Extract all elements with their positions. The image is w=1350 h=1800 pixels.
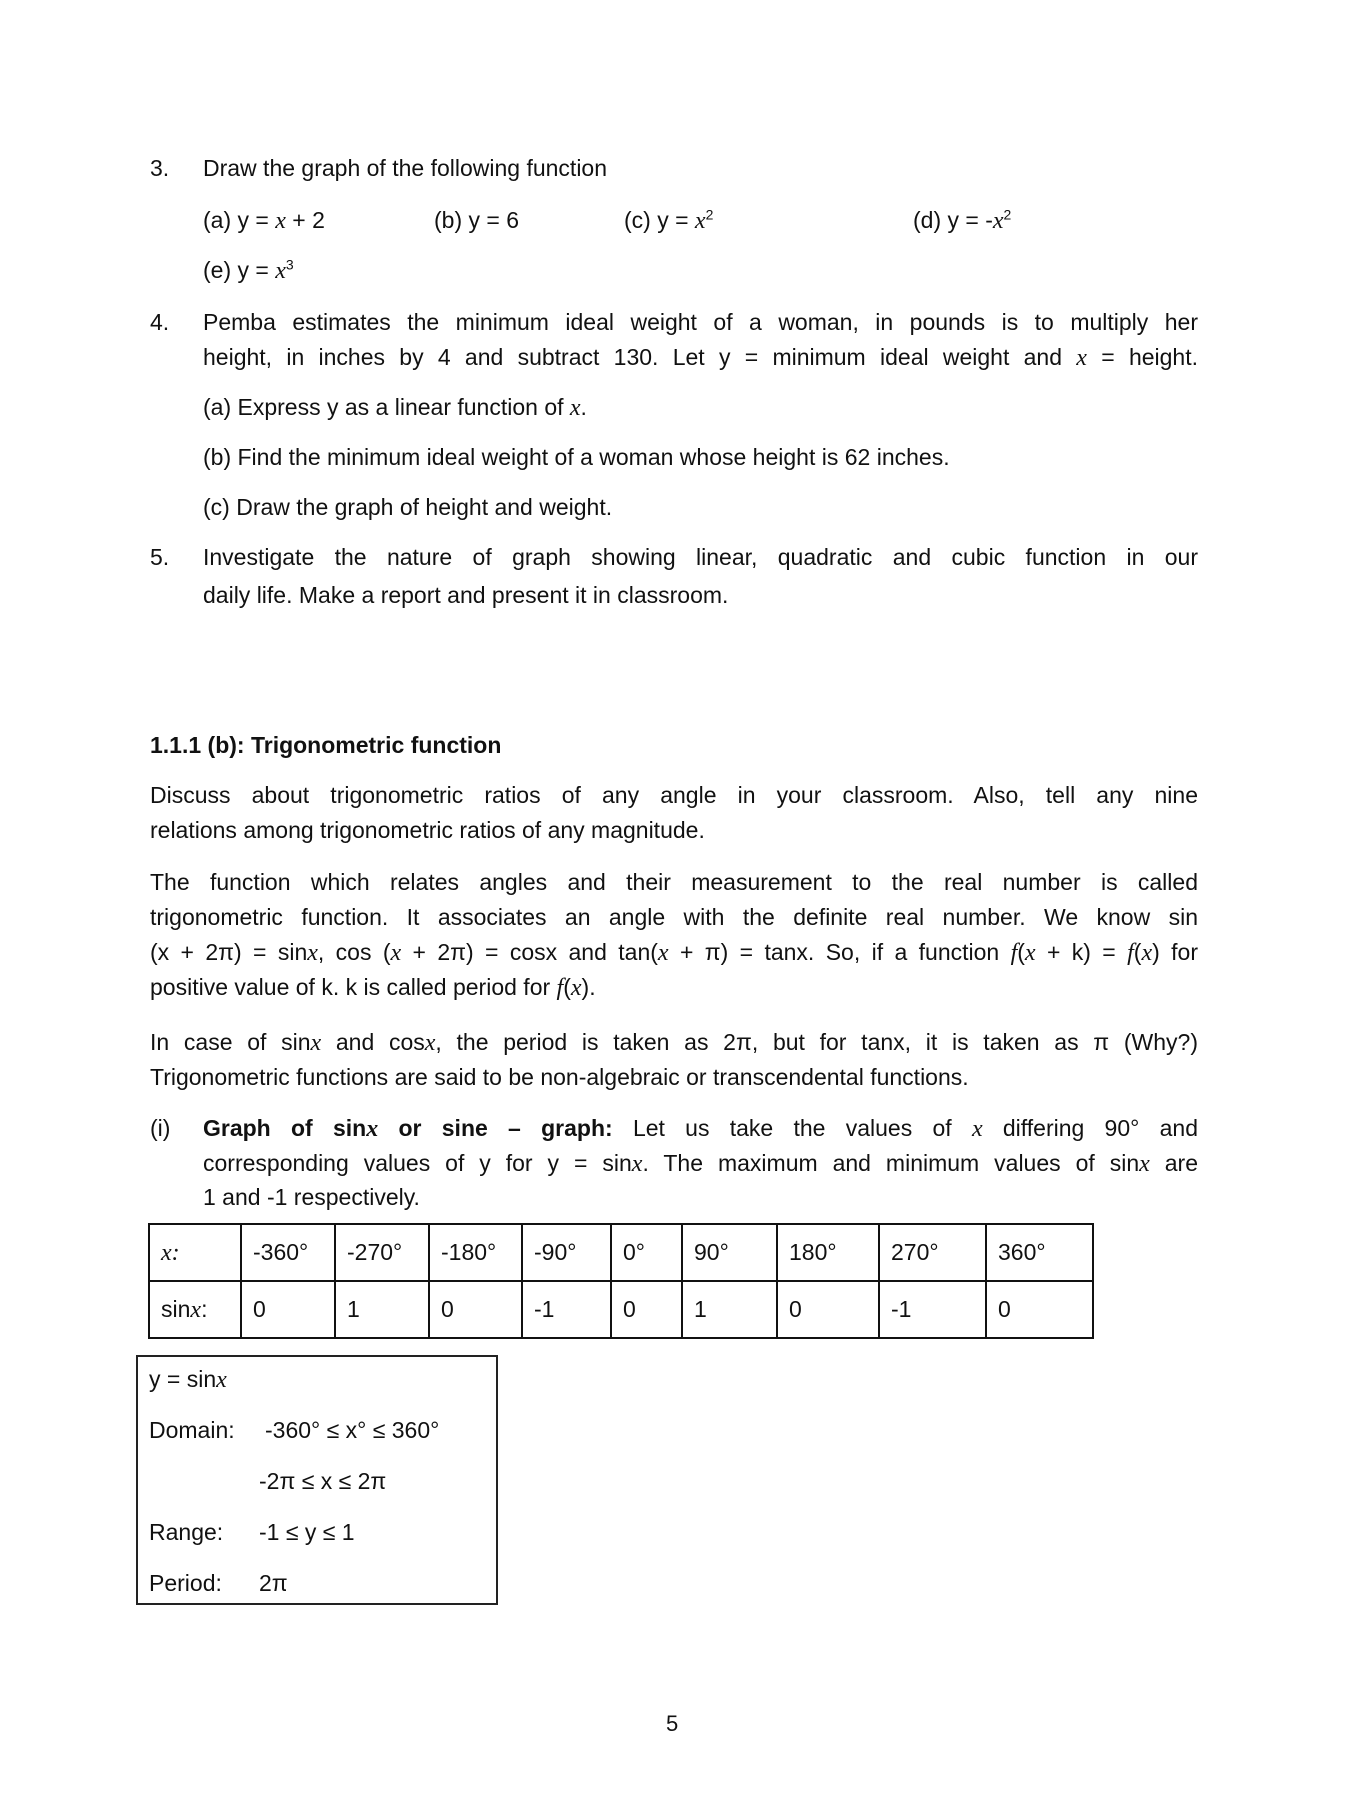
item-line: corresponding values of y for y = sinx. The maximum and minimum values of sinx are	[203, 1150, 1198, 1177]
x-cell: 270°	[879, 1224, 986, 1281]
table-row	[149, 1281, 1093, 1338]
question-text-line: Pemba estimates the minimum ideal weight of a woman, in pounds is to multiply her	[203, 309, 1198, 335]
part-a: (a) y = x + 2	[203, 207, 325, 234]
x-cell: -90°	[522, 1224, 611, 1281]
sin-cell: 0	[241, 1281, 335, 1338]
sin-cell: -1	[522, 1281, 611, 1338]
item-line: Graph of sinx or sine – graph: Let us take the values of x differing 90° and	[203, 1115, 1198, 1142]
box-title: y = sinx	[149, 1366, 227, 1393]
part-b: (b) Find the minimum ideal weight of a woman whose height is 62 inches.	[203, 444, 950, 470]
question-text-line: daily life. Make a report and present it in classroom.	[203, 582, 729, 608]
x-cell: -180°	[429, 1224, 522, 1281]
domain-radians: -2π ≤ x ≤ 2π	[259, 1468, 387, 1494]
section-heading: 1.1.1 (b): Trigonometric function	[150, 732, 502, 758]
x-cell: -270°	[335, 1224, 429, 1281]
x-cell: 360°	[986, 1224, 1093, 1281]
part-a: (a) Express y as a linear function of x.	[203, 394, 587, 421]
question-number: 3.	[150, 155, 170, 181]
part-c: (c) $y = x^2$	[624, 206, 714, 234]
sin-cell: 0	[611, 1281, 682, 1338]
paragraph-line: positive value of k. k is called period for f(x).	[150, 974, 596, 1001]
sin-cell: 1	[335, 1281, 429, 1338]
paragraph-line: The function which relates angles and their measurement to the real number is called	[150, 869, 1198, 895]
part-b: (b) y = 6	[434, 207, 520, 233]
row-label: sinx:	[149, 1281, 241, 1338]
range-value: -1 ≤ y ≤ 1	[259, 1519, 355, 1545]
paragraph-line: Discuss about trigonometric ratios of any angle in your classroom. Also, tell any nine	[150, 782, 1198, 808]
row-label: x:	[149, 1224, 241, 1281]
table-row	[149, 1224, 1093, 1281]
paragraph-line: (x + 2π) = sinx, cos (x + 2π) = cosx and tan(x + π) = tanx. So, if a function f(x + k) = f(x) for	[150, 939, 1198, 966]
question-number: 4.	[150, 309, 170, 335]
item-line: 1 and -1 respectively.	[203, 1184, 420, 1210]
period-label: Period:	[149, 1570, 222, 1596]
domain-label: Domain:	[149, 1417, 235, 1443]
domain-degrees: -360° ≤ x° ≤ 360°	[265, 1417, 440, 1443]
paragraph-line: trigonometric function. It associates an angle with the definite real number. We know sin	[150, 904, 1198, 930]
part-e: (e) $y = x^3$	[203, 256, 294, 284]
item-marker: (i)	[150, 1115, 171, 1141]
part-c: (c) Draw the graph of height and weight.	[203, 494, 613, 520]
sin-cell: 1	[682, 1281, 777, 1338]
question-text: Draw the graph of the following function	[203, 155, 608, 181]
paragraph-line: Trigonometric functions are said to be non-algebraic or transcendental functions.	[150, 1064, 969, 1090]
sine-values-table	[148, 1223, 1094, 1339]
part-d: (d) $y = -x^2$	[913, 206, 1012, 234]
sin-cell: 0	[429, 1281, 522, 1338]
sin-cell: 0	[777, 1281, 879, 1338]
x-cell: -360°	[241, 1224, 335, 1281]
page-number: 5	[666, 1711, 679, 1736]
question-text-line: Investigate the nature of graph showing linear, quadratic and cubic function in our	[203, 544, 1198, 570]
x-cell: 0°	[611, 1224, 682, 1281]
sin-cell: -1	[879, 1281, 986, 1338]
x-cell: 180°	[777, 1224, 879, 1281]
question-number: 5.	[150, 544, 170, 570]
period-value: 2π	[259, 1570, 288, 1596]
x-cell: 90°	[682, 1224, 777, 1281]
sine-summary-box	[136, 1355, 498, 1605]
range-label: Range:	[149, 1519, 224, 1545]
sin-cell: 0	[986, 1281, 1093, 1338]
paragraph-line: In case of sinx and cosx, the period is taken as 2π, but for tanx, it is taken as π (Why?)	[150, 1029, 1198, 1056]
question-text-line: height, in inches by 4 and subtract 130. Let y = minimum ideal weight and x = height.	[203, 344, 1198, 371]
paragraph-line: relations among trigonometric ratios of any magnitude.	[150, 817, 705, 843]
